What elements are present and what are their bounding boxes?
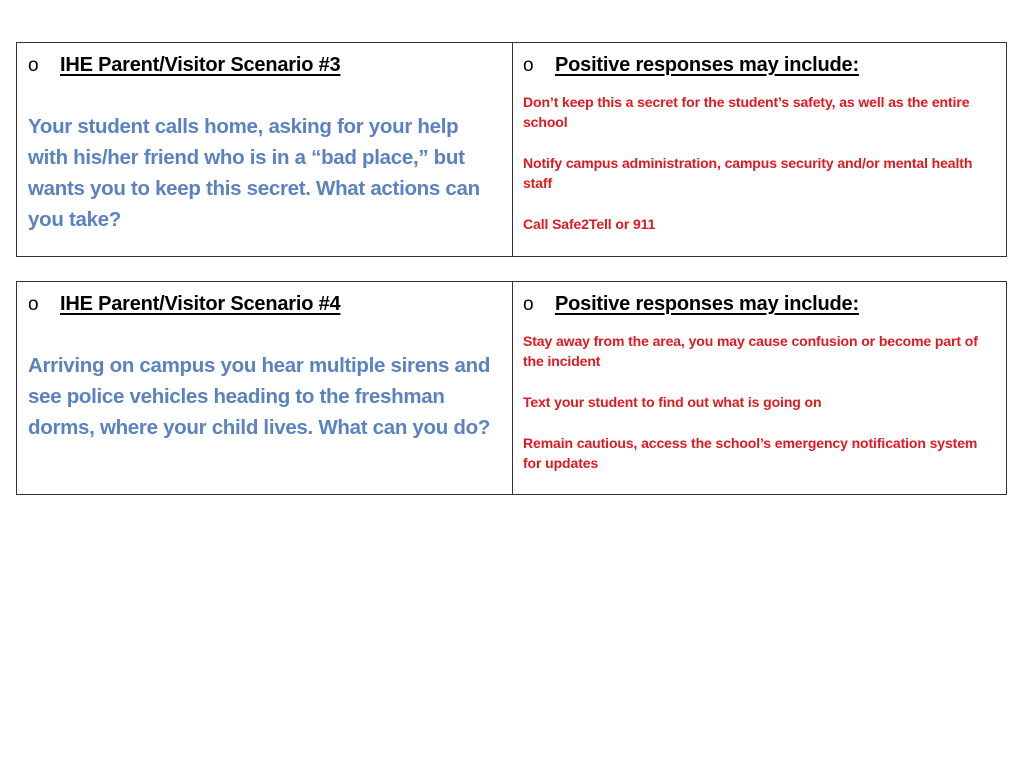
scenario-3-responses-heading: Positive responses may include: bbox=[555, 54, 859, 76]
response-item: Stay away from the area, you may cause confusion or become part of the incident bbox=[523, 333, 978, 369]
bullet-icon: o bbox=[523, 55, 534, 76]
scenario-4-responses-cell bbox=[513, 282, 1006, 494]
scenario-4-response-list bbox=[523, 331, 996, 473]
response-item: Call Safe2Tell or 911 bbox=[523, 216, 656, 232]
scenario-4-prompt: Arriving on campus you hear multiple sirens and see police vehicles heading to the freshman dorms, where your child lives. What can you do? bbox=[28, 354, 491, 439]
scenario-3-heading-row bbox=[28, 53, 502, 78]
bullet-icon: o bbox=[28, 294, 39, 315]
scenario-4-responses-heading-row bbox=[523, 292, 996, 317]
bullet-icon: o bbox=[28, 55, 39, 76]
response-item: Remain cautious, access the school’s emergency notification system for updates bbox=[523, 435, 978, 471]
response-item: Notify campus administration, campus security and/or mental health staff bbox=[523, 155, 973, 191]
scenario-3-table bbox=[16, 42, 1007, 257]
scenario-3-response-list bbox=[523, 92, 996, 234]
scenario-4-heading: IHE Parent/Visitor Scenario #4 bbox=[60, 293, 341, 315]
scenario-3-responses-cell bbox=[513, 43, 1006, 256]
bullet-icon: o bbox=[523, 294, 534, 315]
scenario-4-question-cell bbox=[17, 282, 513, 494]
scenario-3-question-cell bbox=[17, 43, 513, 256]
scenario-4-table bbox=[16, 281, 1007, 495]
scenario-3-prompt: Your student calls home, asking for your help with his/her friend who is in a “bad place,” but wants you to keep this secret. What actions can you take? bbox=[28, 115, 480, 231]
response-item: Text your student to find out what is going on bbox=[523, 394, 822, 410]
scenario-3-heading: IHE Parent/Visitor Scenario #3 bbox=[60, 54, 341, 76]
scenario-3-responses-heading-row bbox=[523, 53, 996, 78]
scenario-4-responses-heading: Positive responses may include: bbox=[555, 293, 859, 315]
response-item: Don’t keep this a secret for the student’s safety, as well as the entire school bbox=[523, 94, 970, 130]
scenario-4-heading-row bbox=[28, 292, 502, 317]
